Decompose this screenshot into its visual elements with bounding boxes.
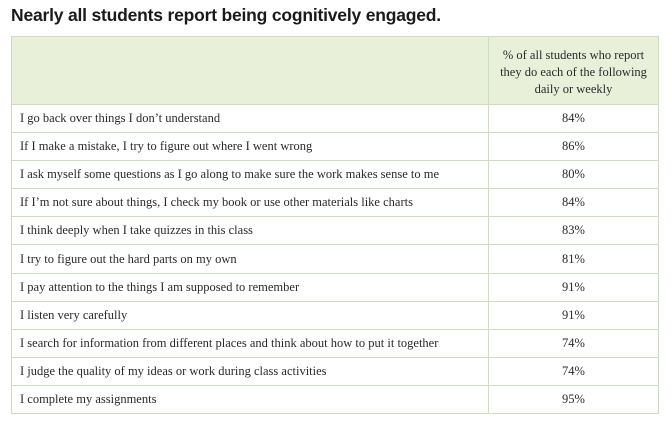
statement-cell: I search for information from different places and think about how to put it together: [12, 329, 489, 357]
statement-cell: I listen very carefully: [12, 301, 489, 329]
percent-cell: 91%: [489, 301, 659, 329]
page-title: Nearly all students report being cognitively engaged.: [11, 5, 441, 25]
table-header-percent: % of all students who report they do each of the following daily or weekly: [489, 37, 659, 105]
table-row: [12, 357, 659, 385]
percent-cell: 84%: [489, 105, 659, 133]
statement-cell: I ask myself some questions as I go along to make sure the work makes sense to me: [12, 161, 489, 189]
engagement-table: [11, 36, 659, 414]
table-row: [12, 105, 659, 133]
table-row: [12, 385, 659, 413]
statement-cell: I pay attention to the things I am supposed to remember: [12, 273, 489, 301]
statement-cell: If I’m not sure about things, I check my book or use other materials like charts: [12, 189, 489, 217]
table-row: [12, 245, 659, 273]
percent-cell: 86%: [489, 133, 659, 161]
percent-cell: 95%: [489, 385, 659, 413]
table-row: [12, 161, 659, 189]
statement-cell: I try to figure out the hard parts on my own: [12, 245, 489, 273]
statement-cell: I judge the quality of my ideas or work during class activities: [12, 357, 489, 385]
table-row: [12, 329, 659, 357]
table-row: [12, 273, 659, 301]
percent-cell: 83%: [489, 217, 659, 245]
percent-cell: 74%: [489, 329, 659, 357]
percent-cell: 84%: [489, 189, 659, 217]
table-header-statement: [12, 37, 489, 105]
statement-cell: I go back over things I don’t understand: [12, 105, 489, 133]
table-row: [12, 217, 659, 245]
statement-cell: I think deeply when I take quizzes in this class: [12, 217, 489, 245]
table-header-row: [12, 37, 659, 105]
table-row: [12, 189, 659, 217]
statement-cell: I complete my assignments: [12, 385, 489, 413]
table-row: [12, 133, 659, 161]
table-row: [12, 301, 659, 329]
percent-cell: 91%: [489, 273, 659, 301]
percent-cell: 81%: [489, 245, 659, 273]
percent-cell: 80%: [489, 161, 659, 189]
statement-cell: If I make a mistake, I try to figure out where I went wrong: [12, 133, 489, 161]
percent-cell: 74%: [489, 357, 659, 385]
